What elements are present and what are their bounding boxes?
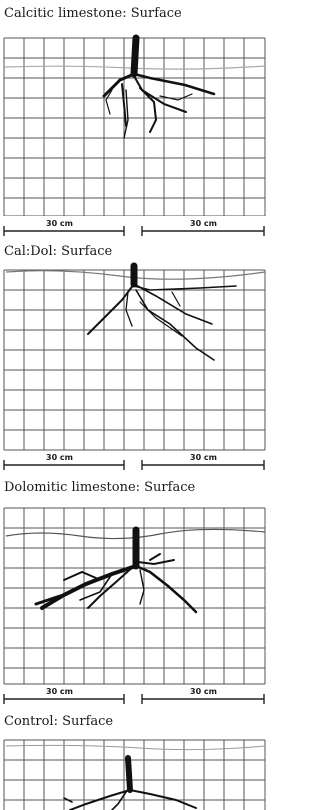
- root-image-control: [0, 734, 268, 810]
- scale-bar-calcitic: [0, 220, 268, 240]
- soil-surface-line: [6, 745, 265, 749]
- scale-bar-lines: [0, 688, 268, 708]
- panel-label-calcitic: Calcitic limestone: Surface: [4, 6, 182, 21]
- root-image-dolomitic: [0, 500, 268, 686]
- root-photo-dolomitic: [0, 500, 268, 686]
- root-image-calcitic: [0, 30, 268, 216]
- scale-bar-lines: [0, 454, 268, 474]
- panel-label-dolomitic: Dolomitic limestone: Surface: [4, 480, 196, 495]
- root-photo-control: [0, 734, 268, 810]
- scale-bar-dolomitic: [0, 688, 268, 708]
- scale-bar-lines: [0, 220, 268, 240]
- root-system: [36, 530, 196, 612]
- root-image-caldol: [0, 262, 268, 452]
- scale-label-right: 30 cm: [190, 219, 217, 228]
- root-photo-calcitic: [0, 30, 268, 216]
- root-system: [104, 38, 214, 138]
- panel-label-caldol: Cal:Dol: Surface: [4, 244, 113, 259]
- scale-label-right: 30 cm: [190, 453, 217, 462]
- scale-label-left: 30 cm: [46, 219, 73, 228]
- root-system: [88, 266, 236, 360]
- scale-bar-caldol: [0, 454, 268, 474]
- panel-label-control: Control: Surface: [4, 714, 114, 729]
- scale-label-right: 30 cm: [190, 687, 217, 696]
- scale-label-left: 30 cm: [46, 453, 73, 462]
- grid-lines: [4, 270, 265, 450]
- root-photo-caldol: [0, 262, 268, 452]
- grid-lines: [4, 740, 265, 810]
- scale-label-left: 30 cm: [46, 687, 73, 696]
